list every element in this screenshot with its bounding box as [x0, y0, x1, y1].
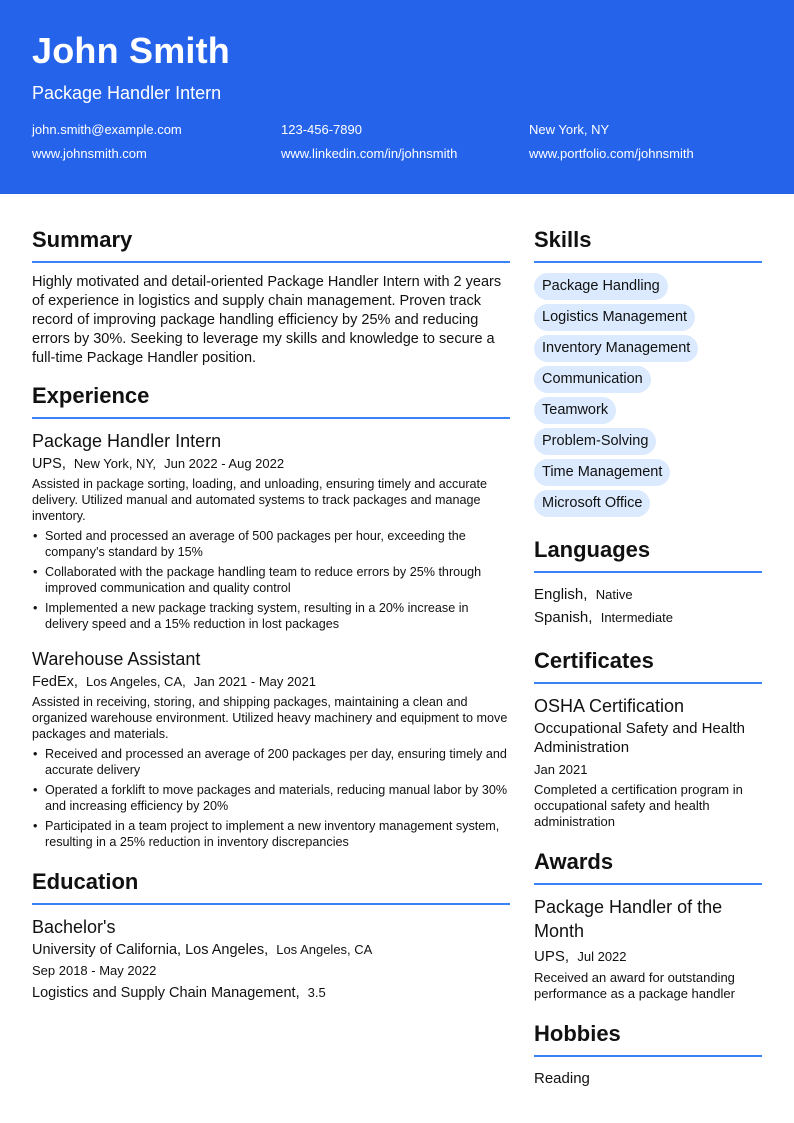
award-description: Received an award for outstanding performance as a package handler	[534, 970, 735, 1001]
portfolio-link[interactable]: www.portfolio.com/johnsmith	[529, 146, 694, 161]
job-entry	[32, 429, 510, 632]
job-entry	[32, 647, 510, 850]
language-name: Spanish,	[534, 609, 593, 626]
sidebar-column	[534, 226, 762, 1090]
job-title: Package Handler Intern	[32, 431, 222, 451]
hobbies-section	[534, 1020, 762, 1090]
certificates-section	[534, 647, 762, 830]
job-company: UPS,	[32, 456, 66, 472]
summary-heading: Summary	[32, 226, 510, 263]
job-bullet: • Operated a forklift to move packages and materials, reducing manual labor by 30% and increasing efficiency by 20%	[32, 782, 510, 814]
certificate-name: OSHA Certification	[534, 696, 685, 716]
email-link[interactable]: john.smith@example.com	[32, 122, 182, 137]
experience-heading: Experience	[32, 382, 510, 419]
skills-heading: Skills	[534, 226, 762, 263]
education-heading: Education	[32, 868, 510, 905]
job-bullet: • Collaborated with the package handling team to reduce errors by 25% through improved communication and quality control	[32, 564, 510, 596]
language-name: English,	[534, 586, 588, 603]
field-meta	[32, 983, 510, 1003]
certificate-date: Jan 2021	[534, 762, 588, 777]
skills-list	[534, 273, 762, 521]
hobbies-heading: Hobbies	[534, 1020, 762, 1057]
certificates-heading: Certificates	[534, 647, 762, 684]
language-item	[534, 583, 762, 606]
school-location: Los Angeles, CA	[276, 942, 373, 957]
main-column	[32, 226, 510, 1003]
location-text: New York, NY	[529, 122, 610, 137]
candidate-title: Package Handler Intern	[32, 83, 222, 103]
job-dates: Jun 2022 - Aug 2022	[164, 456, 285, 471]
job-bullet: • Sorted and processed an average of 500 packages per hour, exceeding the company's standard by 15%	[32, 528, 510, 560]
award-meta	[534, 945, 762, 968]
candidate-name: John Smith	[32, 30, 230, 71]
gpa-value: 3.5	[307, 985, 326, 1000]
award-org: UPS,	[534, 948, 570, 965]
school-name: University of California, Los Angeles,	[32, 942, 269, 958]
job-meta	[32, 454, 510, 474]
job-bullet: • Implemented a new package tracking system, resulting in a 20% increase in delivery speed and a 15% reduction in lost packages	[32, 600, 510, 632]
awards-heading: Awards	[534, 848, 762, 885]
degree-name: Bachelor's	[32, 917, 116, 937]
job-location: New York, NY,	[73, 456, 157, 471]
website-link[interactable]: www.johnsmith.com	[32, 146, 147, 161]
skill-tag: Package Handling	[534, 273, 668, 300]
language-item	[534, 606, 762, 629]
job-company: FedEx,	[32, 674, 78, 690]
award-name: Package Handler of the Month	[534, 897, 723, 941]
skills-section	[534, 226, 762, 521]
linkedin-link[interactable]: www.linkedin.com/in/johnsmith	[281, 146, 458, 161]
experience-section	[32, 382, 510, 850]
summary-text: Highly motivated and detail-oriented Package Handler Intern with 2 years of experience in logistics and supply chain management. Proven track record of improving package handling efficiency by 25% and reducing errors by 30%. Seeking to leverage my skills and knowledge to secure a full-time Package Handler position.	[32, 274, 502, 366]
job-description: Assisted in package sorting, loading, and unloading, ensuring timely and accurate delivery. Utilized manual and automated systems to track packages and manage inventory.	[32, 477, 488, 523]
job-meta	[32, 672, 510, 692]
school-meta	[32, 940, 510, 960]
languages-heading: Languages	[534, 536, 762, 573]
education-dates: Sep 2018 - May 2022	[32, 963, 157, 978]
summary-section	[32, 226, 510, 368]
skill-tag: Logistics Management	[534, 304, 695, 331]
certificate-description: Completed a certification program in occupational safety and health administration	[534, 782, 743, 829]
skill-tag: Inventory Management	[534, 335, 698, 362]
phone-number[interactable]: 123-456-7890	[281, 122, 362, 137]
header	[0, 0, 794, 194]
award-date: Jul 2022	[577, 949, 627, 964]
language-level: Intermediate	[600, 610, 673, 625]
job-location: Los Angeles, CA,	[86, 674, 186, 689]
skill-tag: Problem-Solving	[534, 428, 656, 455]
skill-tag: Teamwork	[534, 397, 616, 424]
language-level: Native	[595, 587, 633, 602]
job-bullet: • Participated in a team project to implement a new inventory management system, resulting in a 25% reduction in inventory discrepancies	[32, 818, 510, 850]
hobby-item: Reading	[534, 1070, 590, 1087]
field-of-study: Logistics and Supply Chain Management,	[32, 985, 300, 1001]
certificate-org: Occupational Safety and Health Administration	[534, 720, 745, 756]
skill-tag: Microsoft Office	[534, 490, 650, 517]
languages-section	[534, 536, 762, 629]
job-dates: Jan 2021 - May 2021	[193, 674, 316, 689]
job-title: Warehouse Assistant	[32, 649, 201, 669]
job-bullet: • Received and processed an average of 200 packages per day, ensuring timely and accurate delivery	[32, 746, 510, 778]
awards-section	[534, 848, 762, 1002]
skill-tag: Time Management	[534, 459, 670, 486]
job-bullets	[32, 528, 510, 632]
job-description: Assisted in receiving, storing, and shipping packages, maintaining a clean and organized warehouse environment. Utilized heavy machinery and equipment to move packages and materials.	[32, 695, 508, 741]
skill-tag: Communication	[534, 366, 651, 393]
education-section	[32, 868, 510, 1003]
job-bullets	[32, 746, 510, 850]
